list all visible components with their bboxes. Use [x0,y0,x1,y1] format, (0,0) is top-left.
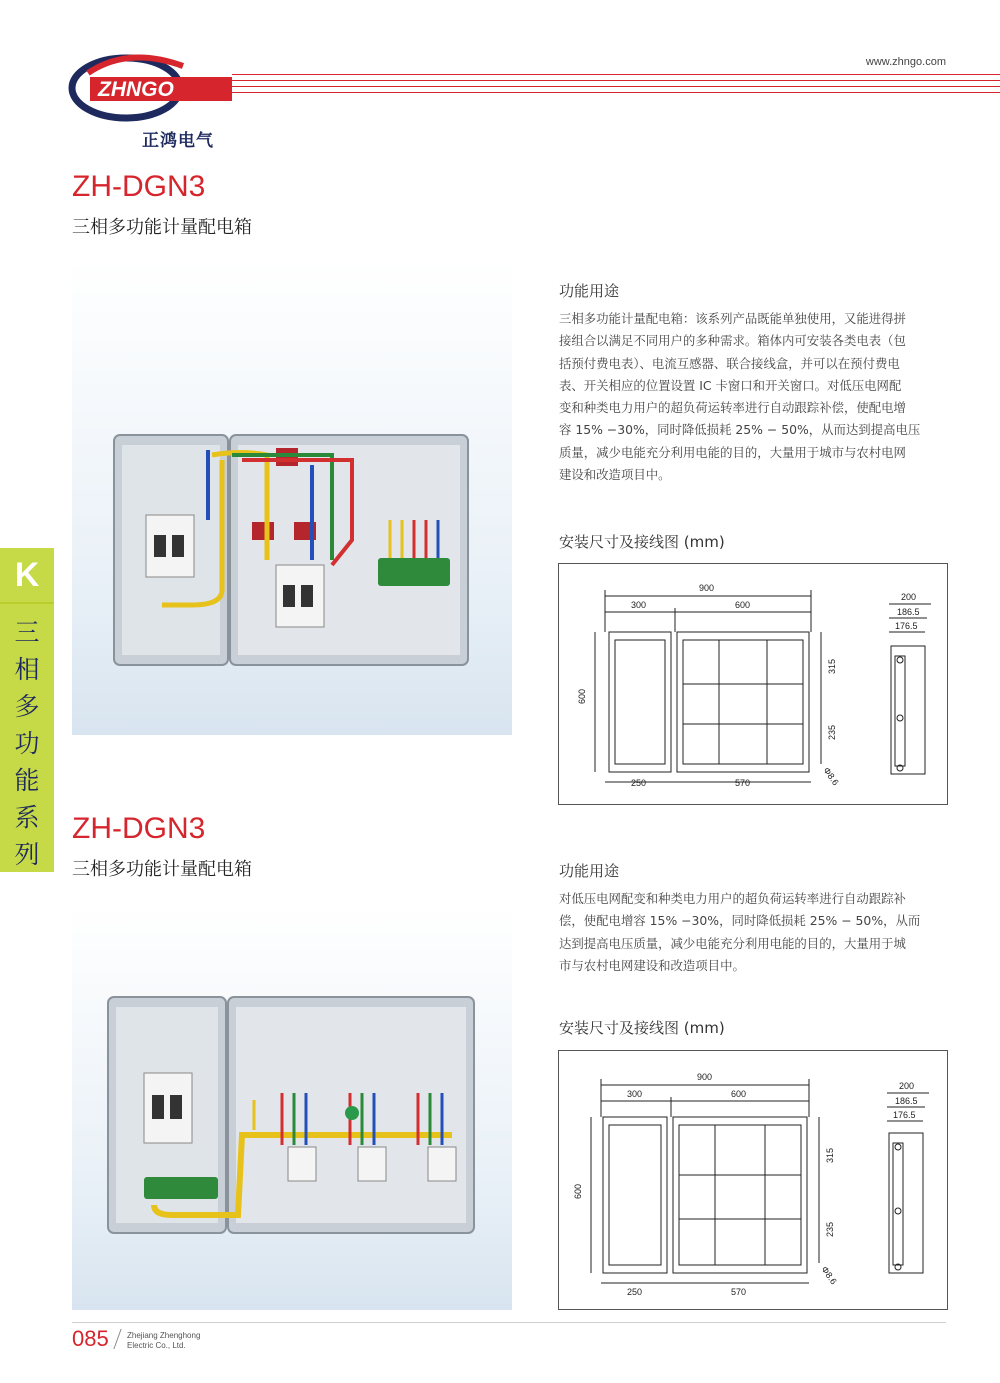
product-photo [72,260,512,735]
svg-text:176.5: 176.5 [895,621,918,631]
svg-text:200: 200 [899,1081,915,1091]
svg-text:570: 570 [731,1287,747,1297]
svg-text:Φ8.6: Φ8.6 [819,1264,839,1287]
svg-text:600: 600 [573,1183,583,1199]
diagram-heading: 安装尺寸及接线图 (mm) [559,1019,725,1037]
svg-text:315: 315 [827,658,837,674]
function-heading: 功能用途 [559,282,620,300]
product-name: 三相多功能计量配电箱 [72,859,252,880]
product-model: ZH-DGN3 [72,170,206,203]
svg-text:Φ8.6: Φ8.6 [821,765,841,788]
svg-text:900: 900 [697,1072,713,1082]
footer-rule [72,1322,946,1323]
diagram-heading: 安装尺寸及接线图 (mm) [559,533,725,551]
svg-text:235: 235 [825,1221,835,1237]
svg-text:300: 300 [631,600,647,610]
function-heading: 功能用途 [559,862,620,880]
function-description: 三相多功能计量配电箱：该系列产品既能单独使用，又能进得拼 接组合以满足不同用户的多种需求。箱体内可安装各类电表（包 括预付费电表）、电流互感器、联合接线盒，并可以在预付费电 表、开关相应的位置设置 IC 卡窗口和开关窗口。对低压电网配 变和种类电力用户的超负荷运转率进行自动跟踪补偿，使配电增 容 15% −30%，同时降低损耗 25% − 50%，从而达到提高电压 质量，减少电能充分利用电能的目的，大量用于城市与农村电网 建设和改造项目中。 [559,311,921,483]
product-name: 三相多功能计量配电箱 [72,217,252,238]
svg-text:176.5: 176.5 [893,1110,916,1120]
dimension-drawing [558,563,948,805]
svg-text:250: 250 [631,778,647,788]
svg-text:200: 200 [901,592,917,602]
page-number: 085 [72,1326,109,1351]
product-model: ZH-DGN3 [72,812,206,845]
website-url[interactable]: www.zhngo.com [865,56,946,68]
dimension-drawing [558,1050,948,1310]
svg-text:600: 600 [577,688,587,704]
section-letter: K [0,548,54,602]
svg-text:315: 315 [825,1147,835,1163]
svg-text:186.5: 186.5 [895,1096,918,1106]
svg-text:186.5: 186.5 [897,607,920,617]
svg-text:900: 900 [699,583,715,593]
svg-text:250: 250 [627,1287,643,1297]
svg-text:570: 570 [735,778,751,788]
logo-text: ZHNGO [98,78,174,101]
svg-text:300: 300 [627,1089,643,1099]
logo-chinese-name: 正鸿电气 [142,131,214,151]
product-photo [72,905,512,1310]
section-title: 三 相 多 功 能 系 列 [14,618,40,869]
function-description: 对低压电网配变和种类电力用户的超负荷运转率进行自动跟踪补 偿，使配电增容 15% −30%，同时降低损耗 25% − 50%，从而 达到提高电压质量，减少电能充分利用电能的目的，大量用于城 市与农村电网建设和改造项目中。 [559,891,921,973]
svg-text:600: 600 [731,1089,747,1099]
header-rule [232,74,1000,98]
svg-text:600: 600 [735,600,751,610]
company-english-name: Zhejiang Zhenghong Electric Co., Ltd. [127,1331,201,1350]
svg-text:235: 235 [827,724,837,740]
